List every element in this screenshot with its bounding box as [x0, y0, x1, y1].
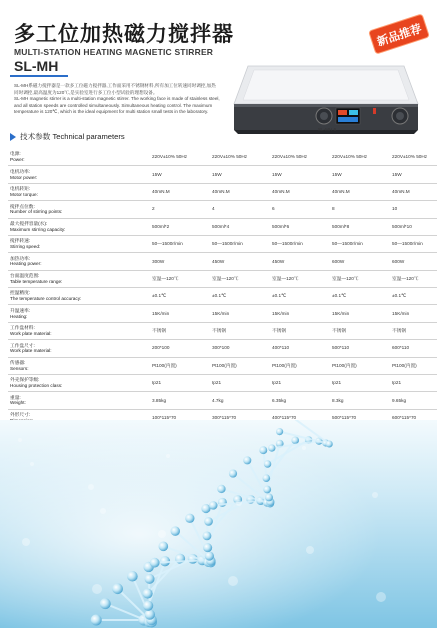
spec-label	[8, 305, 150, 322]
spec-value: 40mN.M	[270, 183, 330, 200]
spec-value: 15K/min	[390, 305, 437, 322]
dna-nucleotide	[259, 446, 267, 454]
spec-label-english: Stirring speed:	[10, 244, 41, 250]
spec-value: 600W	[390, 253, 437, 270]
dna-nucleotide	[291, 437, 299, 445]
spec-value: 40mN.M	[210, 183, 270, 200]
spec-value: 室温—120℃	[330, 270, 390, 287]
dna-bokeh-dot	[166, 454, 170, 458]
dna-bokeh-dot	[306, 546, 314, 554]
spec-label-chinese: 外形尺寸:	[10, 412, 31, 418]
spec-value: 10	[390, 201, 437, 218]
spec-label-chinese: 重量:	[10, 394, 21, 400]
spec-label	[8, 253, 150, 270]
spec-value: 室温—120℃	[210, 270, 270, 287]
spec-value: 8	[330, 201, 390, 218]
spec-value: Pt100(内置)	[270, 357, 330, 374]
spec-value: Ip21	[270, 374, 330, 391]
dna-nucleotide	[268, 444, 275, 451]
spec-value: 50—1500r/min	[330, 235, 390, 252]
model-number: SL-MH	[14, 58, 59, 74]
spec-label-chinese: 电机转矩:	[10, 186, 31, 192]
spec-value: 室温—120℃	[270, 270, 330, 287]
spec-value: 400*115*70	[270, 409, 330, 426]
spec-value: 450W	[270, 253, 330, 270]
spec-value: 50—1500r/min	[270, 235, 330, 252]
dna-bokeh-dot	[236, 500, 242, 506]
spec-value: Pt100(内置)	[330, 357, 390, 374]
spec-row	[8, 270, 437, 287]
dna-nucleotide	[276, 428, 283, 435]
spec-value: 15K/min	[150, 305, 210, 322]
spec-label-english: Motor torque:	[10, 191, 38, 197]
spec-label	[8, 357, 150, 374]
spec-value: 40mN.M	[330, 183, 390, 200]
spec-value: ±0.1℃	[270, 288, 330, 305]
spec-label-chinese: 台面温度范围:	[10, 273, 40, 279]
product-description	[14, 83, 220, 116]
spec-label-chinese: 工作盘尺寸:	[10, 342, 35, 348]
spec-label	[8, 201, 150, 218]
spec-value: 不锈钢	[210, 322, 270, 339]
dna-nucleotide	[263, 486, 271, 494]
spec-label	[8, 392, 150, 409]
spec-value: 50—1500r/min	[150, 235, 210, 252]
spec-value: 500ml*8	[330, 218, 390, 235]
spec-label-chinese: 外壳保护等级:	[10, 377, 40, 383]
dna-nucleotide	[145, 609, 155, 619]
spec-value: 40mN.M	[150, 183, 210, 200]
knob-center-left	[320, 112, 328, 120]
dna-nucleotide	[264, 460, 271, 467]
spec-value: 6	[270, 201, 330, 218]
dna-bokeh-dot	[18, 438, 22, 442]
spec-value: 600*115*70	[390, 409, 437, 426]
technical-parameters-heading	[10, 131, 125, 142]
spec-value: 500ml*2	[150, 218, 210, 235]
dna-nucleotide	[205, 551, 214, 560]
spec-value: 600W	[330, 253, 390, 270]
spec-row	[8, 183, 437, 200]
dna-nucleotide	[171, 526, 180, 535]
dna-nucleotide	[100, 598, 111, 609]
spec-value: 100*115*70	[150, 409, 210, 426]
product-title-english: MULTI-STATION HEATING MAGNETIC STIRRER	[14, 47, 214, 57]
dna-nucleotide	[145, 574, 155, 584]
spec-value: 15W	[330, 166, 390, 183]
heading-arrow-icon	[10, 133, 16, 141]
spec-row	[8, 374, 437, 391]
dna-nucleotide	[243, 456, 251, 464]
dna-bokeh-dot	[92, 584, 102, 594]
spec-label-chinese: 加热功率:	[10, 255, 31, 261]
spec-value: 40mN.M	[390, 183, 437, 200]
dna-nucleotide	[127, 571, 138, 582]
spec-label-english: Heating power:	[10, 261, 42, 267]
spec-value: ±0.1℃	[390, 288, 437, 305]
spec-value: 50—1500r/min	[210, 235, 270, 252]
spec-label	[8, 183, 150, 200]
spec-value: Ip21	[330, 374, 390, 391]
dna-nucleotide	[217, 485, 225, 493]
spec-row	[8, 166, 437, 183]
spec-label-chinese: 控温精度:	[10, 290, 31, 296]
spec-value: 9.65kg	[390, 392, 437, 409]
spec-label	[8, 374, 150, 391]
description-english: SL-MH magnetic stirrer is a multi-station magnetic stirrer. The working face is made of stainless steel, and all station speeds are controlled simultaneously. Simultaneous heating control. The maximum temperature is 120℃, which is the ideal equipment for multi station small tests in the laboratory.	[14, 96, 220, 115]
spec-label-english: Table temperature range:	[10, 278, 63, 284]
dna-nucleotide	[209, 501, 218, 510]
spec-value: Ip21	[210, 374, 270, 391]
product-caption: SL-MH 6	[318, 127, 337, 132]
spec-label	[8, 340, 150, 357]
spec-value: 6.35kg	[270, 392, 330, 409]
spec-value: 15K/min	[210, 305, 270, 322]
spec-label	[8, 218, 150, 235]
spec-row	[8, 340, 437, 357]
product-image	[228, 58, 420, 136]
spec-row	[8, 149, 437, 166]
spec-label-chinese: 传感器:	[10, 359, 26, 365]
display-readout-bottom	[338, 117, 358, 122]
model-underline	[10, 75, 68, 77]
display-readout-blue	[349, 110, 358, 115]
dna-bokeh-dot	[22, 538, 30, 546]
spec-label-english: Motor power:	[10, 174, 38, 180]
spec-value: 500*115*70	[330, 409, 390, 426]
dna-bokeh-dot	[376, 592, 386, 602]
spec-label-chinese: 搅拌点位数:	[10, 203, 35, 209]
spec-value: 不锈钢	[330, 322, 390, 339]
spec-row	[8, 392, 437, 409]
dna-helix-image	[0, 420, 437, 628]
spec-value: Pt100(内置)	[150, 357, 210, 374]
dna-nucleotide	[143, 601, 153, 611]
spec-value: 300W	[150, 253, 210, 270]
dna-bokeh-dot	[228, 576, 238, 586]
spec-label-english: Sensors:	[10, 365, 29, 371]
spec-value: 3.85kg	[150, 392, 210, 409]
spec-value: 450W	[210, 253, 270, 270]
knob-center-right	[396, 112, 404, 120]
dna-nucleotide	[143, 589, 153, 599]
dna-nucleotide	[326, 440, 333, 447]
spec-value: 220V±10% 50Hz	[330, 149, 390, 166]
spec-value: 不锈钢	[270, 322, 330, 339]
spec-label	[8, 322, 150, 339]
dna-bokeh-dot	[100, 508, 106, 514]
spec-value: 500*110	[330, 340, 390, 357]
spec-label-chinese: 升温速率:	[10, 307, 31, 313]
spec-value: 500ml*6	[270, 218, 330, 235]
spec-value: 400*110	[270, 340, 330, 357]
spec-value: 220V±10% 50Hz	[210, 149, 270, 166]
spec-value: ±0.1℃	[150, 288, 210, 305]
spec-label-english: Heating:	[10, 313, 28, 319]
spec-value: 15W	[210, 166, 270, 183]
spec-value: 600*110	[390, 340, 437, 357]
spec-value: 500ml*4	[210, 218, 270, 235]
dna-nucleotide	[185, 514, 194, 523]
spec-value: 8.3kg	[330, 392, 390, 409]
spec-label	[8, 270, 150, 287]
spec-value: 220V±10% 50Hz	[390, 149, 437, 166]
spec-label-english: Power:	[10, 157, 25, 163]
spec-label-chinese: 最大搅拌容量(水):	[10, 220, 48, 226]
dna-nucleotide	[150, 558, 160, 568]
dna-nucleotide	[265, 494, 273, 502]
new-product-badge	[366, 8, 432, 60]
spec-row	[8, 322, 437, 339]
spec-value: 15K/min	[330, 305, 390, 322]
spec-row	[8, 288, 437, 305]
spec-label-chinese: 工作盘材料:	[10, 325, 35, 331]
spec-value: 500ml*10	[390, 218, 437, 235]
dna-nucleotide	[203, 531, 212, 540]
stirrer-body-edge	[234, 104, 418, 107]
dna-nucleotide	[91, 615, 102, 626]
spec-value: 15K/min	[270, 305, 330, 322]
spec-label	[8, 149, 150, 166]
spec-value: Pt100(内置)	[390, 357, 437, 374]
spec-value: 不锈钢	[390, 322, 437, 339]
spec-label	[8, 166, 150, 183]
dna-nucleotide	[263, 474, 271, 482]
description-chinese: SL-MH系磁力搅拌器是一款多工位磁力搅拌器,工作面采用不锈钢材料,所有加工位转速同时调控,加热同时调控,最高温度为120℃,是实验室进行多工位小型试验的理想设备。	[14, 83, 216, 95]
spec-row	[8, 218, 437, 235]
dna-nucleotide	[203, 543, 212, 552]
spec-value: 220V±10% 50Hz	[270, 149, 330, 166]
dna-nucleotide	[229, 469, 237, 477]
badge-text: 新品推荐	[375, 23, 424, 49]
spec-value: 50—1500r/min	[390, 235, 437, 252]
spec-value: 15W	[270, 166, 330, 183]
spec-value: 300*100	[210, 340, 270, 357]
spec-label	[8, 235, 150, 252]
spec-value: Ip21	[150, 374, 210, 391]
spec-label-english: Work plate material:	[10, 348, 52, 354]
spec-label-english: Maximum stirring capacity:	[10, 226, 66, 232]
spec-label-chinese: 电机功率:	[10, 168, 31, 174]
display-readout-red	[338, 110, 347, 115]
stirrer-work-surface	[243, 70, 409, 100]
dna-bokeh-dot	[88, 484, 94, 490]
product-title-chinese: 多工位加热磁力搅拌器	[14, 23, 234, 46]
spec-label-english: Weight:	[10, 400, 26, 406]
spec-row	[8, 235, 437, 252]
spec-value: 不锈钢	[150, 322, 210, 339]
brand-logo-mark	[373, 108, 376, 114]
dna-glow	[0, 420, 437, 628]
dna-bokeh-dot	[302, 446, 306, 450]
spec-value: 室温—120℃	[390, 270, 437, 287]
spec-value: 2	[150, 201, 210, 218]
technical-parameters-title: 技术参数 Technical parameters	[20, 132, 125, 141]
spec-value: 15W	[150, 166, 210, 183]
spec-value: 4.7kg	[210, 392, 270, 409]
spec-label	[8, 288, 150, 305]
spec-row	[8, 253, 437, 270]
spec-row	[8, 357, 437, 374]
dna-nucleotide	[112, 583, 123, 594]
spec-value: 室温—120℃	[150, 270, 210, 287]
spec-value: Pt100(内置)	[210, 357, 270, 374]
spec-label-chinese: 电源:	[10, 151, 21, 157]
dna-bokeh-dot	[158, 530, 166, 538]
spec-value: ±0.1℃	[330, 288, 390, 305]
spec-label-english: Housing protection class:	[10, 383, 63, 389]
spec-value: ±0.1℃	[210, 288, 270, 305]
spec-value: 200*100	[150, 340, 210, 357]
dna-nucleotide	[204, 517, 213, 526]
spec-label-english: The temperature control accuracy:	[10, 296, 82, 302]
spec-value: Ip21	[390, 374, 437, 391]
spec-value: 300*115*70	[210, 409, 270, 426]
spec-value: 4	[210, 201, 270, 218]
dna-bokeh-dot	[30, 462, 34, 466]
spec-label-chinese: 搅拌转速:	[10, 238, 31, 244]
spec-label-english: Work plate material:	[10, 330, 52, 336]
spec-row	[8, 305, 437, 322]
dna-nucleotide	[159, 542, 169, 552]
spec-value: 15W	[390, 166, 437, 183]
spec-label-english: Number of stirring points:	[10, 209, 63, 215]
spec-row	[8, 201, 437, 218]
dna-bokeh-dot	[372, 492, 378, 498]
spec-value: 220V±10% 50Hz	[150, 149, 210, 166]
